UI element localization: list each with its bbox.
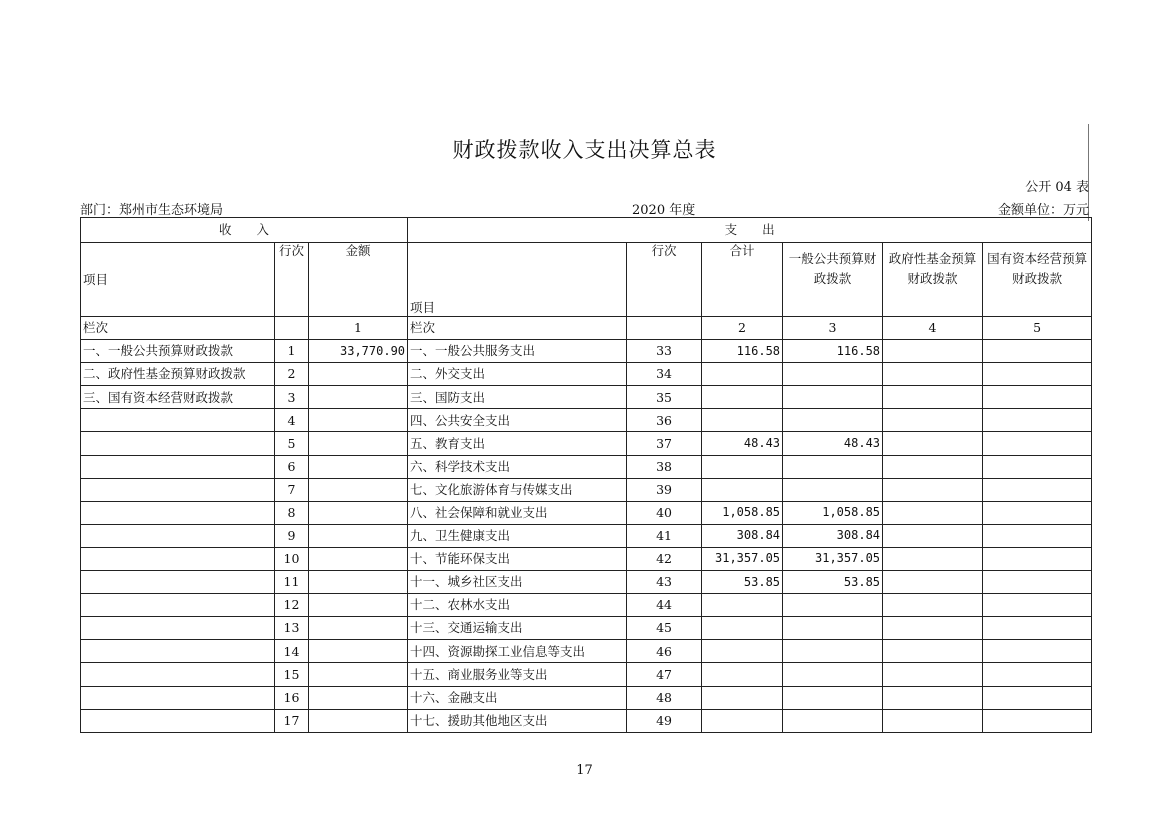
total-cell: 116.58 <box>702 340 783 363</box>
gov-fund-cell <box>883 363 983 386</box>
gov-fund-cell <box>883 640 983 663</box>
table-row <box>81 455 1092 478</box>
expense-item-cell: 十四、资源勘探工业信息等支出 <box>408 640 627 663</box>
expense-item-cell: 十六、金融支出 <box>408 686 627 709</box>
state-capital-cell <box>983 617 1092 640</box>
general-budget-cell: 1,058.85 <box>783 501 883 524</box>
table-row <box>81 340 1092 363</box>
income-item-cell <box>81 594 275 617</box>
gov-fund-header: 政府性基金预算财政拨款 <box>883 243 983 317</box>
page-number: 17 <box>576 763 593 778</box>
total-cell: 1,058.85 <box>702 501 783 524</box>
income-amount-cell <box>309 363 408 386</box>
income-section-header: 收 入 <box>81 218 408 243</box>
general-budget-cell <box>783 663 883 686</box>
income-amount-cell <box>309 640 408 663</box>
income-row-no-cell: 16 <box>275 686 309 709</box>
finance-summary-table <box>80 217 1092 733</box>
income-amount-cell <box>309 709 408 732</box>
table-row <box>81 686 1092 709</box>
expense-row-no-cell: 41 <box>627 524 702 547</box>
gov-fund-cell <box>883 455 983 478</box>
table-row <box>81 663 1092 686</box>
income-item-cell <box>81 617 275 640</box>
income-amount-cell <box>309 524 408 547</box>
state-capital-cell <box>983 594 1092 617</box>
expense-item-cell: 一、一般公共服务支出 <box>408 340 627 363</box>
gov-fund-cell <box>883 663 983 686</box>
state-capital-cell <box>983 363 1092 386</box>
expense-row-no-cell: 36 <box>627 409 702 432</box>
state-capital-cell <box>983 340 1092 363</box>
table-row <box>81 432 1092 455</box>
income-row-no-cell: 6 <box>275 455 309 478</box>
income-item-cell <box>81 432 275 455</box>
general-budget-cell <box>783 409 883 432</box>
column-index-2: 2 <box>702 317 783 340</box>
column-index-1: 1 <box>309 317 408 340</box>
table-row <box>81 709 1092 732</box>
expense-item-cell: 六、科学技术支出 <box>408 455 627 478</box>
expense-row-no-cell: 45 <box>627 617 702 640</box>
total-cell <box>702 363 783 386</box>
expense-row-no-cell: 39 <box>627 478 702 501</box>
expense-item-cell: 十、节能环保支出 <box>408 547 627 570</box>
expense-row-no-cell: 42 <box>627 547 702 570</box>
general-budget-cell <box>783 686 883 709</box>
table-row <box>81 363 1092 386</box>
total-cell <box>702 617 783 640</box>
expense-row-no-cell: 48 <box>627 686 702 709</box>
gov-fund-cell <box>883 340 983 363</box>
income-item-cell <box>81 686 275 709</box>
state-capital-header: 国有资本经营预算财政拨款 <box>983 243 1092 317</box>
table-row <box>81 617 1092 640</box>
table-row <box>81 524 1092 547</box>
state-capital-cell <box>983 571 1092 594</box>
income-row-no-cell: 15 <box>275 663 309 686</box>
income-item-cell <box>81 663 275 686</box>
income-amount-cell <box>309 663 408 686</box>
income-row-no-cell: 8 <box>275 501 309 524</box>
expense-item-cell: 八、社会保障和就业支出 <box>408 501 627 524</box>
income-item-cell: 二、政府性基金预算财政拨款 <box>81 363 275 386</box>
income-item-cell <box>81 524 275 547</box>
income-item-cell <box>81 478 275 501</box>
general-budget-cell <box>783 640 883 663</box>
state-capital-cell <box>983 478 1092 501</box>
gov-fund-cell <box>883 594 983 617</box>
expense-row-no-cell: 33 <box>627 340 702 363</box>
total-cell <box>702 663 783 686</box>
expense-item-cell: 五、教育支出 <box>408 432 627 455</box>
fiscal-year: 2020 年度 <box>632 203 696 218</box>
gov-fund-cell <box>883 547 983 570</box>
income-row-no-cell: 14 <box>275 640 309 663</box>
income-item-cell: 三、国有资本经营财政拨款 <box>81 386 275 409</box>
expense-item-cell: 十五、商业服务业等支出 <box>408 663 627 686</box>
income-amount-cell <box>309 501 408 524</box>
income-row-no-cell: 7 <box>275 478 309 501</box>
state-capital-cell <box>983 409 1092 432</box>
state-capital-cell <box>983 709 1092 732</box>
expense-item-cell: 四、公共安全支出 <box>408 409 627 432</box>
column-header-row <box>81 243 1092 317</box>
total-cell: 53.85 <box>702 571 783 594</box>
income-row-no-cell: 13 <box>275 617 309 640</box>
income-row-no-cell: 1 <box>275 340 309 363</box>
total-cell <box>702 455 783 478</box>
income-row-no-cell: 11 <box>275 571 309 594</box>
income-item-cell <box>81 571 275 594</box>
gov-fund-cell <box>883 478 983 501</box>
general-budget-cell: 308.84 <box>783 524 883 547</box>
gov-fund-cell <box>883 709 983 732</box>
expense-item-cell: 二、外交支出 <box>408 363 627 386</box>
gov-fund-cell <box>883 571 983 594</box>
gov-fund-cell <box>883 409 983 432</box>
expense-item-cell: 十三、交通运输支出 <box>408 617 627 640</box>
expense-item-header: 项目 <box>408 243 627 317</box>
section-header-row <box>81 218 1092 243</box>
expense-item-cell: 十七、援助其他地区支出 <box>408 709 627 732</box>
income-item-cell <box>81 501 275 524</box>
state-capital-cell <box>983 663 1092 686</box>
table-row <box>81 386 1092 409</box>
column-index-label: 栏次 <box>81 317 275 340</box>
total-cell: 31,357.05 <box>702 547 783 570</box>
state-capital-cell <box>983 640 1092 663</box>
expense-row-no-cell: 38 <box>627 455 702 478</box>
column-index-row <box>81 317 1092 340</box>
expense-item-cell: 十一、城乡社区支出 <box>408 571 627 594</box>
income-amount-cell <box>309 571 408 594</box>
income-amount-cell: 33,770.90 <box>309 340 408 363</box>
form-number: 公开 04 表 <box>1025 180 1089 195</box>
expense-item-cell: 七、文化旅游体育与传媒支出 <box>408 478 627 501</box>
expense-row-no-header: 行次 <box>627 243 702 317</box>
state-capital-cell <box>983 432 1092 455</box>
income-item-cell: 一、一般公共预算财政拨款 <box>81 340 275 363</box>
income-item-cell <box>81 640 275 663</box>
income-row-no-cell: 9 <box>275 524 309 547</box>
general-budget-cell: 31,357.05 <box>783 547 883 570</box>
expense-item-cell: 九、卫生健康支出 <box>408 524 627 547</box>
expense-row-no-cell: 49 <box>627 709 702 732</box>
column-index-4: 4 <box>883 317 983 340</box>
income-row-no-cell: 2 <box>275 363 309 386</box>
total-cell <box>702 640 783 663</box>
general-budget-cell: 48.43 <box>783 432 883 455</box>
expense-row-no-cell: 40 <box>627 501 702 524</box>
income-row-no-cell: 12 <box>275 594 309 617</box>
income-item-header: 项目 <box>81 243 275 317</box>
income-amount-cell <box>309 386 408 409</box>
income-amount-cell <box>309 617 408 640</box>
income-amount-cell <box>309 547 408 570</box>
income-amount-cell <box>309 594 408 617</box>
gov-fund-cell <box>883 386 983 409</box>
table-row <box>81 640 1092 663</box>
expense-row-no-cell: 44 <box>627 594 702 617</box>
department-label: 部门：郑州市生态环境局 <box>80 203 224 218</box>
amount-unit: 金额单位：万元 <box>997 203 1089 218</box>
income-amount-cell <box>309 432 408 455</box>
column-index-label-expense: 栏次 <box>408 317 627 340</box>
total-cell: 308.84 <box>702 524 783 547</box>
table-row <box>81 501 1092 524</box>
income-row-no-header: 行次 <box>275 243 309 317</box>
expense-item-cell: 三、国防支出 <box>408 386 627 409</box>
state-capital-cell <box>983 386 1092 409</box>
income-row-no-cell: 3 <box>275 386 309 409</box>
table-row <box>81 571 1092 594</box>
total-cell <box>702 594 783 617</box>
table-body <box>81 340 1092 733</box>
expense-row-no-cell: 46 <box>627 640 702 663</box>
income-row-no-cell: 4 <box>275 409 309 432</box>
income-row-no-cell: 17 <box>275 709 309 732</box>
general-budget-cell <box>783 363 883 386</box>
gov-fund-cell <box>883 617 983 640</box>
total-cell: 48.43 <box>702 432 783 455</box>
income-amount-cell <box>309 686 408 709</box>
state-capital-cell <box>983 455 1092 478</box>
gov-fund-cell <box>883 524 983 547</box>
income-item-cell <box>81 409 275 432</box>
total-cell <box>702 478 783 501</box>
total-cell <box>702 686 783 709</box>
table-row <box>81 478 1092 501</box>
expense-row-no-cell: 34 <box>627 363 702 386</box>
general-budget-cell <box>783 478 883 501</box>
income-row-no-cell: 10 <box>275 547 309 570</box>
income-amount-header: 金额 <box>309 243 408 317</box>
general-budget-cell <box>783 709 883 732</box>
state-capital-cell <box>983 501 1092 524</box>
table-row <box>81 409 1092 432</box>
table-row <box>81 594 1092 617</box>
state-capital-cell <box>983 547 1092 570</box>
general-budget-cell: 53.85 <box>783 571 883 594</box>
general-budget-cell <box>783 617 883 640</box>
general-budget-cell <box>783 455 883 478</box>
gov-fund-cell <box>883 432 983 455</box>
column-index-5: 5 <box>983 317 1092 340</box>
general-budget-cell <box>783 386 883 409</box>
total-header: 合计 <box>702 243 783 317</box>
income-item-cell <box>81 547 275 570</box>
income-item-cell <box>81 455 275 478</box>
expense-row-no-cell: 47 <box>627 663 702 686</box>
income-amount-cell <box>309 455 408 478</box>
page-title: 财政拨款收入支出决算总表 <box>452 138 717 162</box>
expense-item-cell: 十二、农林水支出 <box>408 594 627 617</box>
general-budget-cell: 116.58 <box>783 340 883 363</box>
income-amount-cell <box>309 478 408 501</box>
expense-section-header: 支 出 <box>408 218 1092 243</box>
general-budget-cell <box>783 594 883 617</box>
state-capital-cell <box>983 686 1092 709</box>
gov-fund-cell <box>883 686 983 709</box>
total-cell <box>702 709 783 732</box>
general-budget-header: 一般公共预算财政拨款 <box>783 243 883 317</box>
gov-fund-cell <box>883 501 983 524</box>
income-row-no-cell: 5 <box>275 432 309 455</box>
total-cell <box>702 386 783 409</box>
income-item-cell <box>81 709 275 732</box>
expense-row-no-cell: 43 <box>627 571 702 594</box>
state-capital-cell <box>983 524 1092 547</box>
income-amount-cell <box>309 409 408 432</box>
column-index-3: 3 <box>783 317 883 340</box>
table-row <box>81 547 1092 570</box>
expense-row-no-cell: 37 <box>627 432 702 455</box>
expense-row-no-cell: 35 <box>627 386 702 409</box>
total-cell <box>702 409 783 432</box>
